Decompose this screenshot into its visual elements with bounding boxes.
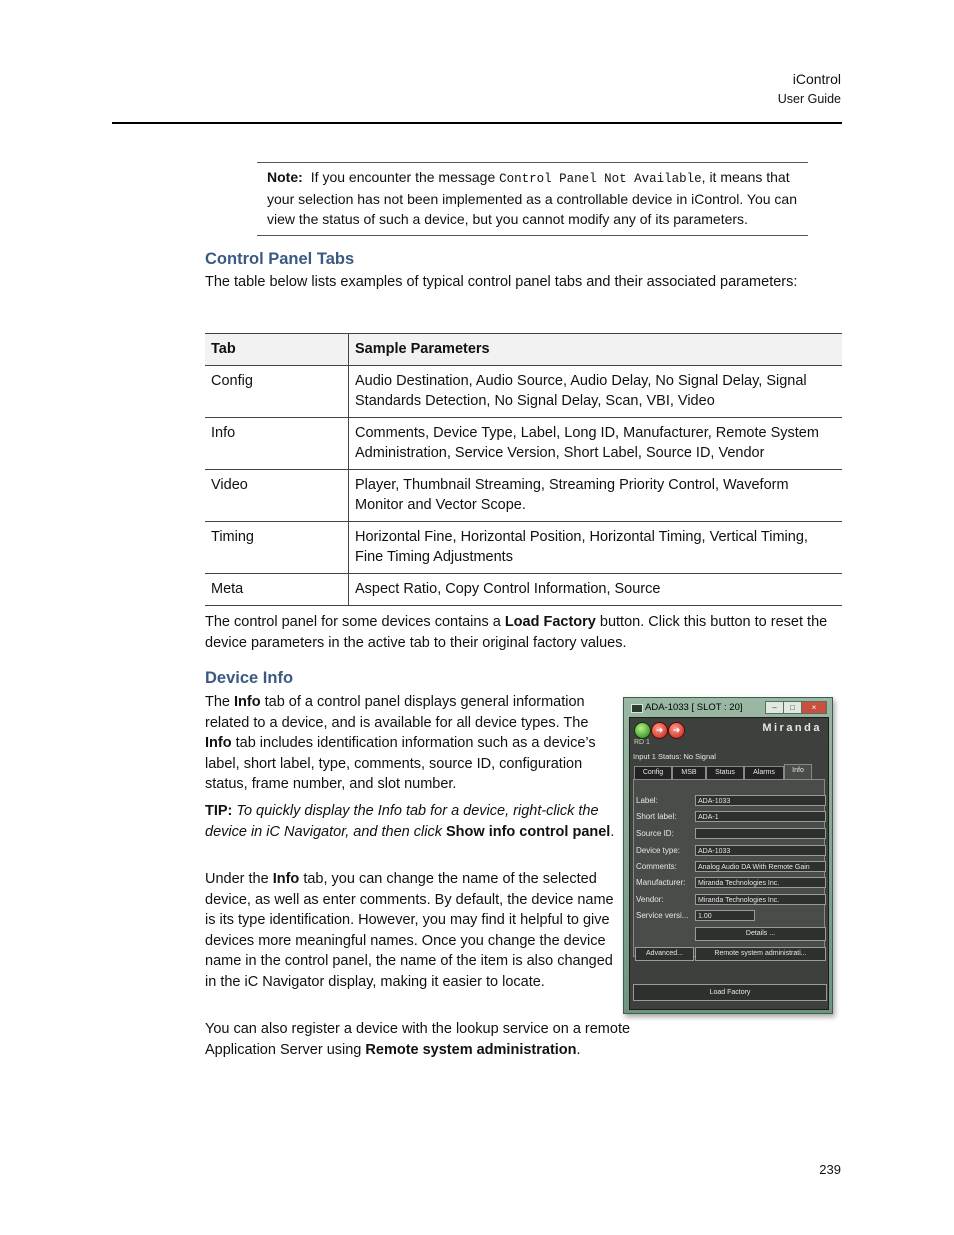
window-title: ADA-1033 [ SLOT : 20]: [645, 702, 743, 713]
table-cell-params: Player, Thumbnail Streaming, Streaming Priority Control, Waveform Monitor and Vector Scope.: [349, 470, 843, 522]
p2-bold-info: Info: [272, 871, 300, 887]
table-header-params: Sample Parameters: [349, 334, 843, 366]
tab-info[interactable]: Info: [784, 764, 812, 779]
status-arrow-red-icon: ➜: [651, 722, 668, 739]
table-header-row: [205, 334, 842, 366]
tab-msb[interactable]: MSB: [672, 766, 706, 780]
p1-text-a: The: [205, 694, 235, 710]
manufacturer-field: Miranda Technologies Inc.: [695, 877, 826, 888]
p1-text-c: tab of a control panel displays general information related to a device, and is available for all device types. The: [205, 694, 589, 731]
p1-bold-info-1: Info: [234, 694, 261, 710]
p3-text-a: You can also register a device with the lookup service on a remote Application Server using: [205, 1021, 631, 1058]
tip-paragraph: [205, 801, 615, 842]
note-text-after: , it means that your selection has not been implemented as a controllable device in iControl. You can view the status of such a device, but you cannot modify any of its parameters.: [267, 169, 797, 227]
section-heading-control-panel-tabs: Control Panel Tabs: [205, 250, 355, 268]
details-button[interactable]: Details ...: [695, 927, 826, 941]
table-row: [205, 366, 842, 418]
p1-bold-info-2: Info: [205, 735, 232, 751]
table-row: [205, 574, 842, 606]
advanced-button[interactable]: Advanced...: [635, 947, 694, 961]
field-label-comments: Comments:: [636, 862, 677, 871]
table-row: [205, 418, 842, 470]
label-field[interactable]: ADA-1033: [695, 795, 826, 806]
window-title-bar: [629, 701, 827, 715]
field-label-source-id: Source ID:: [636, 829, 674, 838]
field-label-vendor: Vendor:: [636, 895, 664, 904]
p3-text-c: .: [576, 1041, 581, 1058]
maximize-icon[interactable]: □: [783, 701, 802, 714]
p2-text-a: Under the: [205, 871, 273, 887]
window-app-icon: [631, 704, 643, 713]
table-cell-params: Horizontal Fine, Horizontal Position, Horizontal Timing, Vertical Timing, Fine Timing Adjustments: [349, 522, 843, 574]
load-factory-button[interactable]: Load Factory: [633, 984, 827, 1001]
load-factory-text-b: button. Click this button to reset the device parameters in the active tab to their original factory values.: [205, 614, 828, 651]
comments-field[interactable]: Analog Audio DA With Remote Gain: [695, 861, 826, 872]
page-number: 239: [819, 1162, 841, 1177]
short-label-field[interactable]: ADA-1: [695, 811, 826, 822]
panel-tab-bar: [634, 766, 824, 779]
input-status-text: Input 1 Status: No Signal: [633, 752, 716, 761]
service-version-field: 1.00: [695, 910, 755, 921]
info-tab-panel: [633, 779, 825, 957]
status-arrow-red-icon: ➜: [668, 722, 685, 739]
p3-bold-remote: Remote system administration: [365, 1041, 577, 1058]
field-label-label: Label:: [636, 796, 658, 805]
note-code: Control Panel Not Available: [499, 172, 702, 186]
field-label-manufacturer: Manufacturer:: [636, 878, 686, 887]
remote-system-admin-button[interactable]: Remote system administrati...: [695, 947, 826, 961]
table-row: [205, 522, 842, 574]
device-info-paragraph-3: [205, 1019, 655, 1060]
device-type-field: ADA-1033: [695, 845, 826, 856]
tip-italic: To quickly display the Info tab for a device, right-click the device in iC Navigator, and then click: [205, 803, 599, 840]
table-row: [205, 470, 842, 522]
p2-text-c: tab, you can change the name of the selected device, as well as enter comments. By default, the device name is its type identification. However, you may find it helpful to give devices more meaningful names. Once you change the device name in the control panel, the name of the item is also changed in the iC Navigator display, making it easier to locate.: [205, 871, 614, 990]
field-label-service-version: Service versi...: [636, 911, 689, 920]
load-factory-paragraph: [205, 612, 845, 653]
tip-bold: Show info control panel: [446, 823, 611, 840]
load-factory-text-a: The control panel for some devices contains a: [205, 614, 505, 630]
table-cell-params: Aspect Ratio, Copy Control Information, Source: [349, 574, 843, 606]
close-icon[interactable]: ×: [801, 701, 827, 714]
note-text-before: If you encounter the message: [310, 169, 500, 185]
control-panel-window: [623, 697, 833, 1014]
field-label-device-type: Device type:: [636, 846, 681, 855]
field-label-short-label: Short label:: [636, 812, 677, 821]
table-cell-tab: Meta: [205, 574, 349, 606]
note-label: Note:: [267, 169, 303, 185]
tabs-table: [205, 333, 842, 606]
table-cell-params: Comments, Device Type, Label, Long ID, Manufacturer, Remote System Administration, Service Version, Short Label, Source ID, Vendor: [349, 418, 843, 470]
tip-label: TIP:: [205, 803, 233, 819]
header-rule: [112, 122, 842, 124]
control-panel-body: [629, 717, 829, 1010]
tip-end: .: [610, 823, 615, 840]
header-subtitle: User Guide: [777, 92, 841, 106]
rd-label: RD 1: [634, 739, 650, 746]
vendor-field: Miranda Technologies Inc.: [695, 894, 826, 905]
source-id-field[interactable]: [695, 828, 826, 839]
table-cell-tab: Info: [205, 418, 349, 470]
table-cell-tab: Timing: [205, 522, 349, 574]
table-cell-tab: Video: [205, 470, 349, 522]
header-title: iControl: [792, 71, 841, 87]
miranda-logo: Miranda: [762, 722, 822, 734]
tab-alarms[interactable]: Alarms: [744, 766, 784, 780]
table-cell-params: Audio Destination, Audio Source, Audio Delay, No Signal Delay, Signal Standards Detection, No Signal Delay, Scan, VBI, Video: [349, 366, 843, 418]
table-header-tab: Tab: [205, 334, 349, 366]
tab-status[interactable]: Status: [706, 766, 744, 780]
load-factory-bold: Load Factory: [504, 614, 596, 630]
device-info-paragraph-2: [205, 869, 615, 992]
section-heading-device-info: Device Info: [205, 669, 294, 687]
table-cell-tab: Config: [205, 366, 349, 418]
tab-config[interactable]: Config: [634, 766, 672, 780]
note-box: [257, 162, 808, 236]
p1-text-d: tab includes identification information such as a device’s label, short label, type, comments, source ID, configuration status, frame number, and slot number.: [205, 735, 596, 792]
minimize-icon[interactable]: –: [765, 701, 784, 714]
status-led-green-icon: [634, 722, 651, 739]
device-info-paragraph-1: [205, 692, 615, 795]
table-intro: The table below lists examples of typical control panel tabs and their associated parameters:: [205, 274, 798, 290]
